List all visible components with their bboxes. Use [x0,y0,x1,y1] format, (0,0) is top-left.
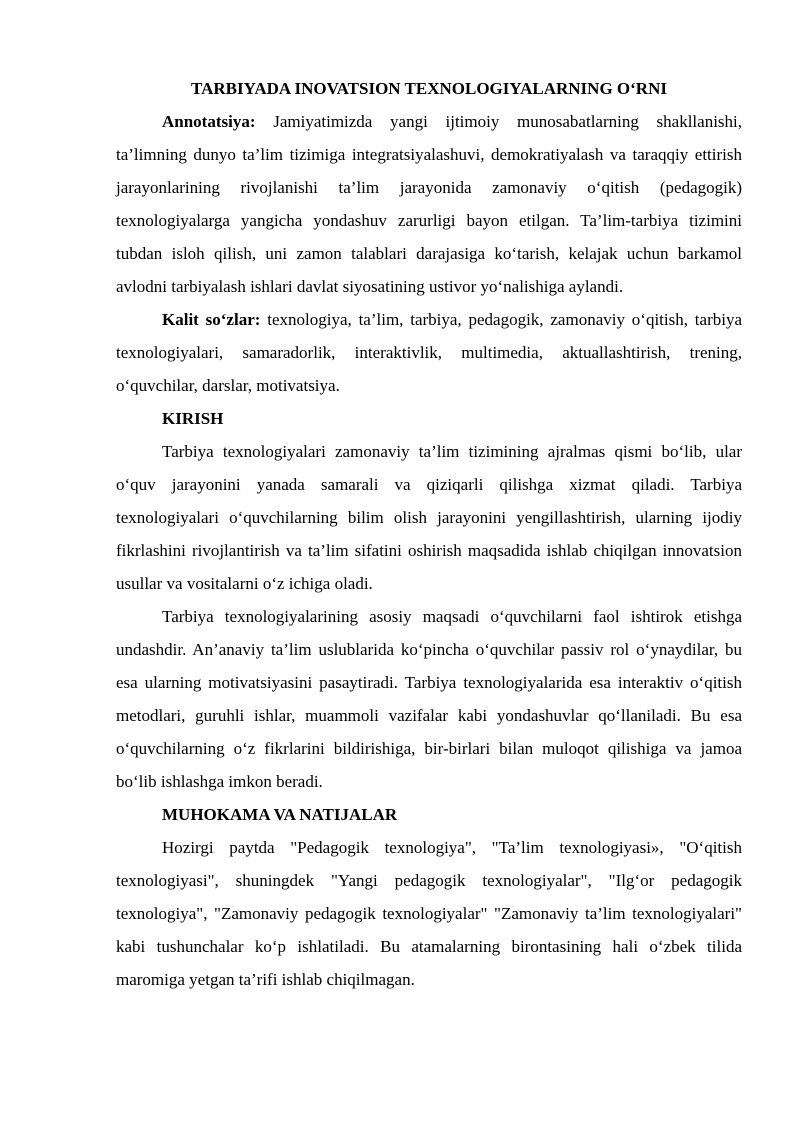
intro-paragraph-2: Tarbiya texnologiyalarining asosiy maqsadi o‘quvchilarni faol ishtirok etishga undashdir. An’anaviy ta’lim uslublarida ko‘pincha o‘quvchilar passiv rol o‘ynaydilar, bu esa ularning motivatsiyasini pasaytiradi. Tarbiya texnologiyalarida esa interaktiv o‘qitish metodlari, guruhli ishlar, muammoli vazifalar kabi yondashuvlar qo‘llaniladi. Bu esa o‘quvchilarning o‘z fikrlarini bildirishiga, bir-birlari bilan muloqot qilishiga va jamoa bo‘lib ishlashga imkon beradi. [116,607,742,791]
keywords-text: texnologiya, ta’lim, tarbiya, pedagogik, zamonaviy o‘qitish, tarbiya texnologiyalari, samaradorlik, interaktivlik, multimedia, aktuallashtirish, trening, o‘quvchilar, darslar, motivatsiya. [116,310,742,395]
discussion-heading: MUHOKAMA VA NATIJALAR [162,805,398,824]
keywords-label: Kalit so‘zlar: [162,310,261,329]
discussion-paragraph-1: Hozirgi paytda "Pedagogik texnologiya", "Ta’lim texnologiyasi», "O‘qitish texnologiyasi", shuningdek "Yangi pedagogik texnologiyalar", "Ilg‘or pedagogik texnologiya", "Zamonaviy pedagogik texnologiyalar" "Zamonaviy ta’lim texnologiyalari" kabi tushunchalar ko‘p ishlatiladi. Bu atamalarning birontasining hali o‘zbek tilida maromiga yetgan ta’rifi ishlab chiqilmagan. [116,838,742,989]
annotation-paragraph [116,105,742,303]
annotation-label: Annotatsiya: [162,112,256,131]
keywords-paragraph [116,303,742,402]
intro-heading: KIRISH [162,409,224,428]
intro-paragraph-1: Tarbiya texnologiyalari zamonaviy ta’lim tizimining ajralmas qismi bo‘lib, ular o‘quv jarayonini yanada samarali va qiziqarli qilishga xizmat qiladi. Tarbiya texnologiyalari o‘quvchilarning bilim olish jarayonini yengillashtirish, ularning ijodiy fikrlashini rivojlantirish va ta’lim sifatini oshirish maqsadida ishlab chiqilgan innovatsion usullar va vositalarni o‘z ichiga oladi. [116,442,742,593]
document-body [116,72,742,996]
annotation-text: Jamiyatimizda yangi ijtimoiy munosabatlarning shakllanishi, ta’limning dunyo ta’lim tizimiga integratsiyalashuvi, demokratiyalash va taraqqiy ettirish jarayonlarining rivojlanishi ta’lim jarayonida zamonaviy o‘qitish (pedagogik) texnologiyalarga yangicha yondashuv zarurligi bayon etilgan. Ta’lim-tarbiya tizimini tubdan isloh qilish, uni zamon talablari darajasiga ko‘tarish, kelajak uchun barkamol avlodni tarbiyalash ishlari davlat siyosatining ustivor yo‘nalishiga aylandi. [116,112,743,296]
document-title: TARBIYADA INOVATSION TEXNOLOGIYALARNING O‘RNI [191,79,667,98]
